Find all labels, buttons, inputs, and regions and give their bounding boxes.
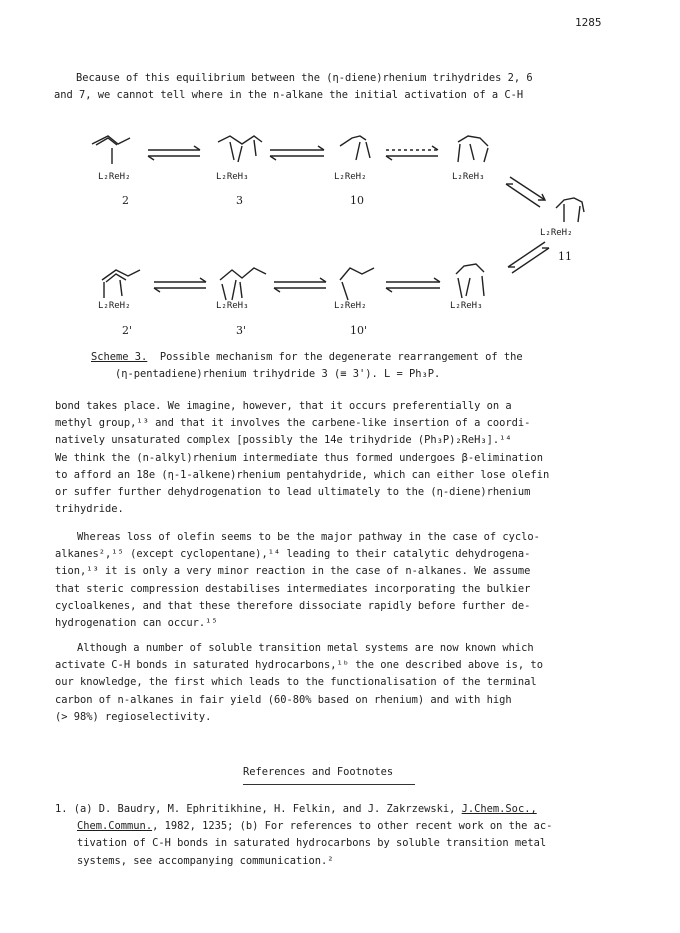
paragraph-3 xyxy=(55,640,543,726)
journal-name: J.Chem.Soc., xyxy=(461,803,537,815)
text-line: or suffer further dehydrogenation to lead ultimately to the (η-diene)rhenium xyxy=(55,486,531,499)
ref-text: tivation of C-H bonds in saturated hydrocarbons by soluble transition metal xyxy=(77,837,547,850)
text-line: that steric compression destabilises intermediates incorporating the bulkier xyxy=(55,582,531,595)
reference-1 xyxy=(55,801,552,870)
caption-text: (η-pentadiene)rhenium trihydride 3 (≡ 3'). L = Ph₃P. xyxy=(115,368,441,380)
text-line: methyl group,¹³ and that it involves the carbene-like insertion of a coordi- xyxy=(55,417,531,430)
diene-ligand-10prime xyxy=(340,268,374,300)
references-heading: References and Footnotes xyxy=(243,766,394,778)
diene-ligand-3 xyxy=(218,136,262,162)
diene-ligand-3b xyxy=(458,136,488,162)
equilibrium-arrows-row2 xyxy=(154,278,440,292)
ref-text: 1. (a) D. Baudry, M. Ephritikhine, H. Felkin, and J. Zakrzewski, xyxy=(55,803,456,815)
caption-label: Scheme 3. xyxy=(91,351,148,363)
scheme-caption xyxy=(91,349,523,383)
diene-ligand-11 xyxy=(556,198,584,222)
text-line: activate C-H bonds in saturated hydrocarbons,¹ᵇ the one described above is, to xyxy=(55,659,543,672)
text-line: our knowledge, the first which leads to the functionalisation of the terminal xyxy=(55,676,537,689)
complex-label: L₂ReH₂ xyxy=(334,172,367,182)
complex-label: L₂ReH₃ xyxy=(216,172,249,182)
complex-label: L₂ReH₂ xyxy=(540,228,573,238)
text-line: alkanes²,¹⁵ (except cyclopentane),¹⁴ leading to their catalytic dehydrogena- xyxy=(55,548,531,561)
complex-label: L₂ReH₃ xyxy=(216,301,249,311)
diene-ligand-2 xyxy=(92,136,130,164)
text-line: Because of this equilibrium between the (η-diene)rhenium trihydrides 2, 6 xyxy=(76,72,533,84)
text-line: Whereas loss of olefin seems to be the major pathway in the case of cyclo- xyxy=(77,531,540,543)
diene-ligand-11prime xyxy=(456,264,484,298)
page-number: 1285 xyxy=(575,16,602,29)
diene-ligand-2prime xyxy=(102,270,140,298)
compound-number: 10' xyxy=(350,324,368,337)
reaction-scheme xyxy=(70,132,630,347)
paragraph-1 xyxy=(55,398,549,518)
equilibrium-arrows-row1 xyxy=(148,146,438,160)
text-line: tion,¹³ it is only a very minor reaction in the case of n-alkanes. We assume xyxy=(55,565,531,578)
text-line: bond takes place. We imagine, however, that it occurs preferentially on a xyxy=(55,400,512,412)
compound-number: 3' xyxy=(236,324,247,337)
text-line: hydrogenation can occur.¹⁵ xyxy=(55,617,218,630)
text-line: natively unsaturated complex [possibly the 14e trihydride (Ph₃P)₂ReH₃].¹⁴ xyxy=(55,434,512,447)
text-line: Although a number of soluble transition metal systems are now known which xyxy=(77,642,534,654)
caption-text: Possible mechanism for the degenerate rearrangement of the xyxy=(159,351,523,363)
diene-ligand-3prime xyxy=(220,268,266,300)
text-line: We think the (n-alkyl)rhenium intermediate thus formed undergoes β-elimination xyxy=(55,451,543,464)
ref-text: , 1982, 1235; (b) For references to other recent work on the ac- xyxy=(152,820,553,833)
journal-name: Chem.Commun. xyxy=(77,820,153,833)
complex-label: L₂ReH₂ xyxy=(98,172,131,182)
text-line: cycloalkenes, and that these therefore dissociate rapidly before further de- xyxy=(55,599,531,612)
text-line: carbon of n-alkanes in fair yield (60-80% based on rhenium) and with high xyxy=(55,693,512,706)
compound-number: 3 xyxy=(236,194,243,207)
diene-ligand-10 xyxy=(340,136,370,160)
complex-label: L₂ReH₃ xyxy=(452,172,485,182)
text-line: to afford an 18e (η-1-alkene)rhenium pentahydride, which can either lose olefin xyxy=(55,468,550,481)
complex-label: L₂ReH₂ xyxy=(98,301,131,311)
equilibrium-arrows-right xyxy=(506,177,549,273)
scheme-drawing xyxy=(70,132,630,347)
compound-number: 2' xyxy=(122,324,133,337)
compound-number: 10 xyxy=(350,194,364,207)
heading-rule xyxy=(243,784,415,785)
ref-text: systems, see accompanying communication.² xyxy=(77,854,334,867)
text-line: trihydride. xyxy=(55,503,124,516)
complex-label: L₂ReH₃ xyxy=(450,301,483,311)
paragraph-2 xyxy=(55,529,540,632)
compound-number: 11 xyxy=(558,250,572,263)
compound-number: 2 xyxy=(122,194,129,207)
intro-paragraph xyxy=(54,70,533,104)
complex-label: L₂ReH₂ xyxy=(334,301,367,311)
text-line: and 7, we cannot tell where in the n-alkane the initial activation of a C-H xyxy=(54,89,524,102)
text-line: (> 98%) regioselectivity. xyxy=(55,710,212,723)
